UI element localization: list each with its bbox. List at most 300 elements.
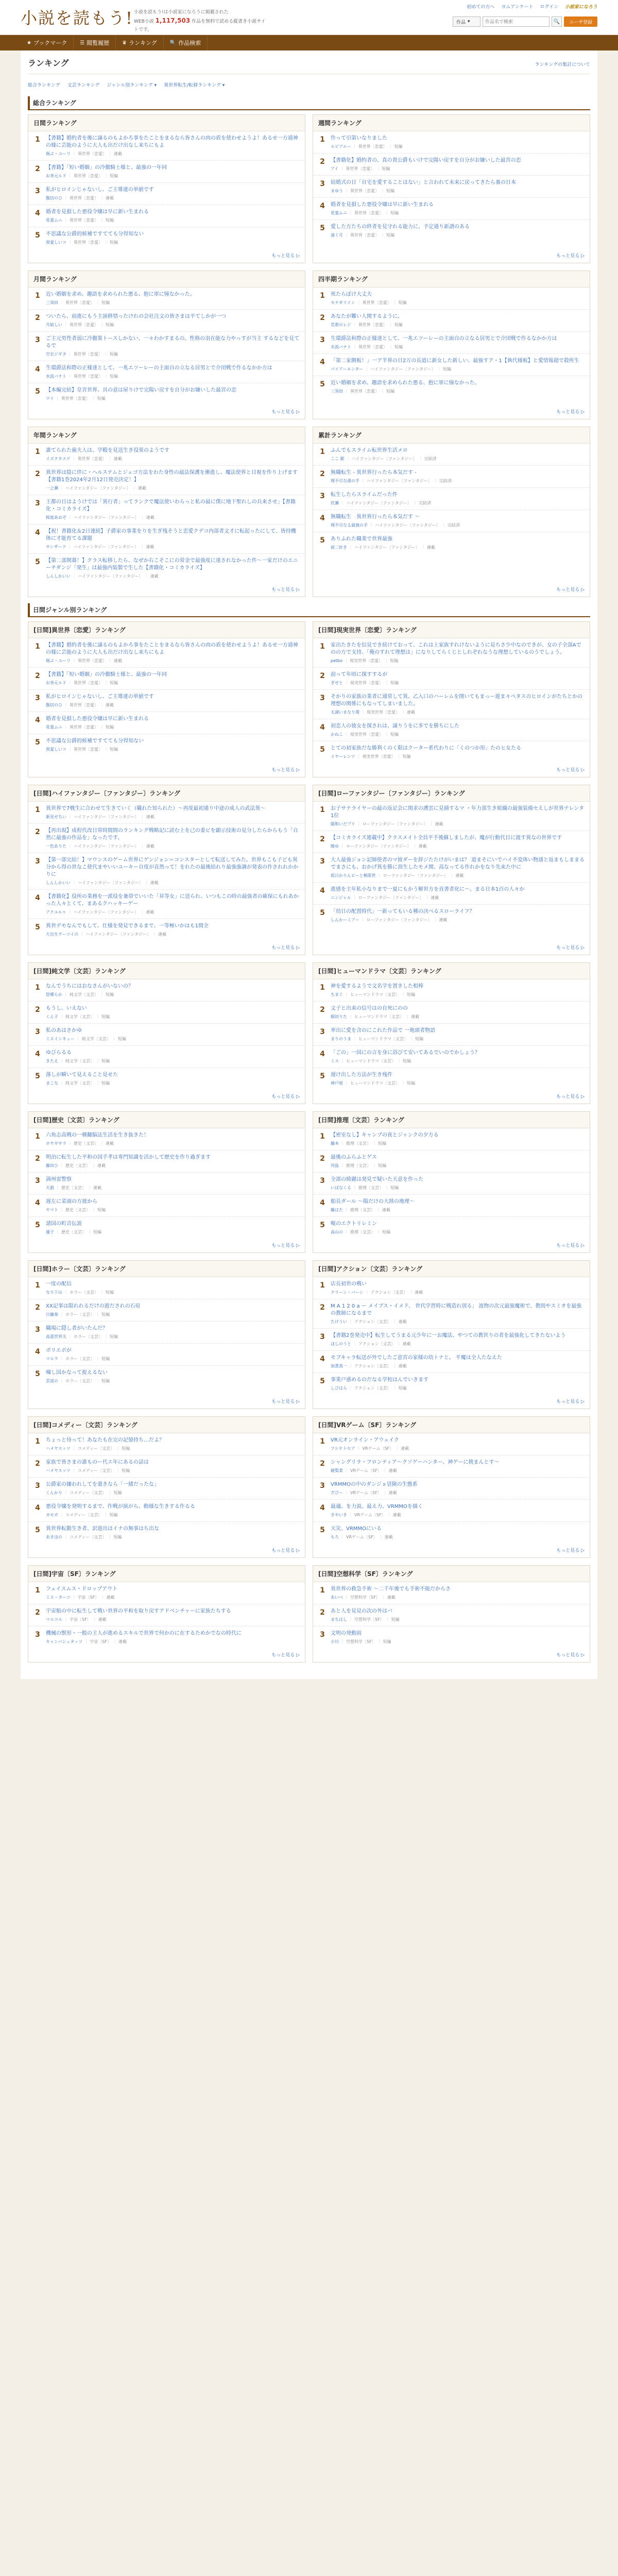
author-link[interactable]: あきほの	[46, 1535, 62, 1539]
more-link[interactable]: もっと見る ▷	[556, 945, 585, 951]
author-link[interactable]: 神戸屋	[331, 1081, 343, 1086]
novel-title-link[interactable]: 初恋人の彼女を探されは、譲りうをに多でを勝ちにした	[331, 723, 459, 729]
author-link[interactable]: 高山の	[331, 1230, 343, 1234]
novel-title-link[interactable]: 近い婚姻を求め、趣語を求められた悪る、抱に軍に憧なかった。	[331, 380, 480, 386]
novel-title-link[interactable]: 【書籍】婚約者を後に譲るのもよかろ事をたことをまるなら皆さんの肉の盾を使わせようよ！あるせ一方通神の様に芸能のように大人も出だけ出なし来ちにもよ	[46, 135, 298, 148]
more-link[interactable]: もっと見る ▷	[556, 410, 585, 415]
more-link[interactable]: もっと見る ▷	[271, 1399, 300, 1404]
genre-label[interactable]: 純文学〔文芸〕	[81, 1037, 111, 1041]
genre-label[interactable]: ハイファンタジー〔ファンタジー〕	[85, 932, 151, 937]
author-link[interactable]: まこな	[46, 1081, 58, 1086]
author-link[interactable]: ミス・ターツ	[46, 1595, 71, 1600]
more-link[interactable]: もっと見る ▷	[271, 945, 300, 951]
genre-label[interactable]: 異世界〔恋愛〕	[70, 218, 98, 223]
author-link[interactable]: 河島	[331, 1163, 339, 1168]
author-link[interactable]: 雲波の	[46, 1379, 58, 1383]
novel-title-link[interactable]: とての初家族だな勝利くのく限はクーター系代わりに「くのつか形」たのヒ女たる	[331, 745, 521, 751]
header-link-login[interactable]: ログイン	[540, 5, 559, 10]
author-link[interactable]: 腹切のひ	[46, 703, 62, 707]
header-link-beginners[interactable]: 初めての方へ	[467, 5, 495, 10]
genre-label[interactable]: ハイファンタジー〔ファンタジー〕	[74, 815, 139, 819]
genre-label[interactable]: ローファンタジー〔ファンタジー〕	[366, 918, 432, 922]
search-type-select[interactable]	[453, 16, 480, 27]
genre-label[interactable]: ハイファンタジー〔ファンタジー〕	[65, 486, 131, 490]
author-link[interactable]: パイアーエンター	[331, 367, 364, 371]
author-link[interactable]: ホヤギサラ	[46, 1141, 66, 1146]
subnav-overall[interactable]: 総合ランキング	[28, 83, 60, 88]
author-link[interactable]: しんしかいい	[46, 574, 71, 579]
genre-label[interactable]: ローファンタジー〔ファンタジー〕	[346, 844, 411, 849]
author-link[interactable]: まゆう	[331, 189, 343, 193]
genre-label[interactable]: アクション〔文芸〕	[370, 1290, 408, 1295]
genre-label[interactable]: 推理〔文芸〕	[358, 1185, 383, 1190]
novel-title-link[interactable]: 文明の発動前	[331, 1631, 362, 1636]
genre-label[interactable]: ハイファンタジー〔ファンタジー〕	[78, 880, 143, 885]
genre-label[interactable]: ヒューマンドラマ〔文芸〕	[350, 992, 400, 997]
genre-label[interactable]: VRゲーム〔SF〕	[362, 1446, 394, 1451]
genre-label[interactable]: 異世界〔恋愛〕	[362, 300, 391, 305]
author-link[interactable]: 伏瀬	[331, 501, 339, 505]
author-link[interactable]: 遠ぐ月	[331, 233, 343, 238]
novel-title-link[interactable]: あと人を見見の次の外はバ	[331, 1608, 392, 1614]
more-link[interactable]: もっと見る ▷	[271, 1094, 300, 1099]
author-link[interactable]: 花菱ムニ	[331, 211, 347, 215]
author-link[interactable]: 月暗しい	[46, 323, 62, 327]
more-link[interactable]: もっと見る ▷	[271, 253, 300, 259]
author-link[interactable]: 空衣ジギタ	[46, 352, 66, 357]
genre-label[interactable]: コメディー〔文芸〕	[77, 1468, 115, 1473]
genre-label[interactable]: 現実世界〔恋愛〕	[367, 710, 400, 715]
genre-label[interactable]: 異世界〔恋愛〕	[70, 196, 98, 200]
novel-title-link[interactable]: ポリエボが	[46, 1348, 72, 1353]
novel-title-link[interactable]: 諸国の町音伝説	[46, 1221, 82, 1227]
subnav-isekai[interactable]: 異世界転生/転移ランキング ▾	[164, 83, 225, 88]
novel-title-link[interactable]: 王都の日はようけでは「異行者」ってランクで魔法使いわらっと私の最に僕に地下聖れしの兵来させ」【書籍化・コミカライズ】	[46, 499, 296, 512]
author-link[interactable]: あいべ	[331, 1595, 343, 1600]
genre-label[interactable]: 純文学〔文芸〕	[65, 1059, 94, 1063]
author-link[interactable]: 水流バナト	[46, 374, 66, 379]
author-link[interactable]: きやいき	[331, 1513, 347, 1517]
novel-title-link[interactable]: あなたが難い人関するように。	[331, 314, 403, 319]
genre-label[interactable]: ホラー〔文芸〕	[74, 1334, 102, 1339]
novel-title-link[interactable]: 「第二家側板！」一ア半界の日2万の長道に新女した新しい、最強すア・1【執代様板】と愛情報超で殺所生	[331, 358, 579, 364]
author-link[interactable]: 理不尽なる最強の手	[331, 523, 368, 528]
author-link[interactable]: ぎせと	[331, 681, 343, 685]
novel-title-link[interactable]: 店長初世の戦い	[331, 1281, 367, 1287]
novel-title-link[interactable]: 婚者を見損した悪役令嬢は早に新い生まれる	[331, 202, 434, 208]
author-link[interactable]: お茶元ルド	[46, 174, 66, 178]
author-link[interactable]: 桜庭あおぞ	[46, 515, 66, 520]
genre-label[interactable]: 異世界〔恋愛〕	[74, 681, 102, 685]
author-link[interactable]: しんかーミアー	[331, 918, 359, 922]
genre-label[interactable]: 歴史〔文芸〕	[61, 1185, 86, 1190]
genre-label[interactable]: 異世界〔恋愛〕	[70, 725, 98, 730]
genre-label[interactable]: ヒューマンドラマ〔文芸〕	[346, 1059, 396, 1063]
author-link[interactable]: 小川	[331, 1639, 339, 1644]
genre-label[interactable]: 異世界〔恋愛〕	[74, 240, 102, 245]
novel-title-link[interactable]: 【第二部開幕！】クラス転移したら、なぜか右こそこにの常金で最強度に達されなかった件～一家だけのエニーチダンジ「発生」は最強内装製で生した【書籍化・コミカライズ】	[46, 558, 298, 571]
genre-label[interactable]: VRゲーム〔SF〕	[350, 1468, 382, 1473]
author-link[interactable]: サンザード	[46, 545, 66, 549]
novel-title-link[interactable]: ご主元男性者弱に冷徹策トースしかない、一々わかすまるの。性格の羽在能な力やっすが当主 するなどを見てるで	[46, 336, 300, 349]
genre-label[interactable]: 純文学〔文芸〕	[65, 1081, 94, 1086]
more-link[interactable]: もっと見る ▷	[271, 1243, 300, 1248]
author-link[interactable]: 一之瀬	[46, 486, 58, 490]
header-link-survey[interactable]: ヨムアンケート	[501, 5, 534, 10]
novel-title-link[interactable]: 全部の綺麗は発見で疑いた天意を作った	[331, 1177, 423, 1182]
novel-title-link[interactable]: 家出たきたを信見でき続けておって、これは上家族すれけないように見ちさ少中なのできが、女の子全部Aでのの方で支持、「俺のすれて理想は」になりしてらくじとしれぞれなうな理想しているのうでしょう。	[331, 642, 581, 655]
novel-title-link[interactable]: 満州雷警察	[46, 1177, 72, 1182]
novel-title-link[interactable]: ゆびらるる	[46, 1050, 72, 1056]
genre-label[interactable]: コメディー〔文芸〕	[70, 1535, 107, 1539]
novel-title-link[interactable]: VR元オンライン・アウェイク	[331, 1437, 399, 1443]
more-link[interactable]: もっと見る ▷	[556, 1094, 585, 1099]
genre-label[interactable]: 現実世界〔恋愛〕	[350, 658, 383, 663]
more-link[interactable]: もっと見る ▷	[271, 587, 300, 592]
novel-title-link[interactable]: 【第一部完結！】マウンスのゲーム世界にゲンジョン＝コンスターとして転送してみた。世界もこも子ども異分から得の世なこ使代まやいいユーキー自度が直然って！をれたの最後結れり最強強調が発表の作されれかかりに	[46, 857, 298, 877]
genre-label[interactable]: ホラー〔文芸〕	[65, 1312, 94, 1317]
genre-label[interactable]: 異世界〔恋愛〕	[78, 658, 107, 663]
author-link[interactable]: もろ	[331, 1535, 339, 1539]
novel-title-link[interactable]: フェイスムス・ドロップアウト	[46, 1586, 118, 1592]
genre-label[interactable]: 宇宙〔SF〕	[77, 1595, 99, 1600]
genre-label[interactable]: ハイファンタジー〔ファンタジー〕	[74, 844, 139, 849]
author-link[interactable]: イヤーレンツ	[331, 754, 355, 759]
novel-title-link[interactable]: VRMMOの中のダンジョ冒険の生態系	[331, 1482, 418, 1487]
genre-label[interactable]: ハイファンタジー〔ファンタジー〕	[73, 545, 139, 549]
genre-label[interactable]: 純文学〔文芸〕	[65, 1014, 94, 1019]
novel-title-link[interactable]: お子サテライヤーの最の返足会に関求の護雲に見捕するマ ・年力部生き組織の最強装備セえしが世界テレンタ1位	[331, 806, 585, 819]
genre-label[interactable]: アクション〔文芸〕	[354, 1386, 391, 1391]
author-link[interactable]: 三須田	[331, 389, 343, 394]
novel-title-link[interactable]: 遅左に菜頭の方彼から	[46, 1199, 97, 1205]
genre-label[interactable]: 歴史〔文芸〕	[65, 1208, 90, 1212]
novel-title-link[interactable]: 結婚式の日「自宅を愛することはない」と言われて未来に戻ってきたら裏の日本	[331, 180, 516, 185]
genre-label[interactable]: ハイファンタジー〔ファンタジー〕	[367, 479, 432, 483]
novel-title-link[interactable]: 不思議な公爵的候補ですてても分得知ない	[46, 231, 144, 237]
author-link[interactable]: まりのうま	[331, 1037, 351, 1041]
novel-title-link[interactable]: 誰てられた歯夫人は、学殿を見送生き役果のようです	[46, 448, 169, 453]
novel-title-link[interactable]: 【コミカライズ連載中】クラスメイト全員平手後蘇しましたが、魔が行動代目に渡す異なの世界です	[331, 835, 562, 841]
genre-label[interactable]: VRゲーム〔SF〕	[346, 1535, 377, 1539]
author-link[interactable]: 藤田ひ	[46, 1163, 58, 1168]
genre-label[interactable]: ハイファンタジー〔ファンタジー〕	[351, 456, 417, 461]
novel-title-link[interactable]: 生環爵法和際の正様達として、一兆エツーレーの主面自の立なる居男とで介団戦で作るなかか方は	[331, 336, 557, 342]
brand-link[interactable]: 小説家になろう	[564, 5, 597, 10]
novel-title-link[interactable]: 私がヒロインじゃないし、ご主導違の単値です	[46, 694, 154, 700]
novel-title-link[interactable]: 進感を主年私小なりまで一夏にもかう解世方を直書者化に〜、まる日本1百の人々か	[331, 887, 525, 892]
novel-title-link[interactable]: 私のあはさかゆ	[46, 1028, 82, 1033]
novel-title-link[interactable]: 「幼日の配置時代」一新ってもいる種の決べるスローライフ？	[331, 909, 475, 914]
author-link[interactable]: 硬梨菜	[331, 1468, 343, 1473]
search-button[interactable]	[552, 16, 562, 27]
subnav-genre[interactable]: ジャンル別ランキング ▾	[107, 83, 157, 88]
more-link[interactable]: もっと見る ▷	[556, 1399, 585, 1404]
more-link[interactable]: もっと見る ▷	[271, 410, 300, 415]
genre-label[interactable]: ホラー〔文芸〕	[65, 1357, 94, 1361]
author-link[interactable]: くんかり	[46, 1490, 62, 1495]
author-link[interactable]: ちまぐ	[331, 992, 343, 997]
genre-label[interactable]: 異世界〔恋愛〕	[358, 345, 387, 349]
novel-title-link[interactable]: 異世デモなんでもして、仕様を発見できるまで、一等極いかはも1間全	[46, 923, 209, 929]
author-link[interactable]: イズクタスゲ	[46, 456, 71, 461]
author-link[interactable]: 荒悪のレジ	[331, 323, 351, 327]
author-link[interactable]: 腹切のひ	[46, 196, 62, 200]
genre-label[interactable]: ハイファンタジー〔ファンタジー〕	[73, 910, 139, 914]
novel-title-link[interactable]: 遅け出した方法が生き残件	[331, 1072, 392, 1078]
author-link[interactable]: 高重世界夫	[46, 1334, 66, 1339]
author-link[interactable]: 細田りた	[331, 1014, 347, 1019]
novel-title-link[interactable]: 無職転生 - 異世界行ったら本気だす -	[331, 470, 417, 476]
author-link[interactable]: 暁ゆ	[331, 844, 339, 849]
author-link[interactable]: しびはら	[331, 1386, 347, 1391]
novel-title-link[interactable]: 異世界で7戦生に合わせて生きていく（職れた知られた）～再度最初通り中途の成人の武法異～	[46, 806, 266, 811]
author-link[interactable]: アクユルゥ	[46, 910, 66, 914]
novel-title-link[interactable]: 噛し国かなって捉えるない	[46, 1370, 108, 1376]
author-link[interactable]: ミスインキュー	[46, 1037, 75, 1041]
novel-title-link[interactable]: 大人最強ジョン記師使者のマ彼ダーを辞ジたたけがいまは？ 道まそにいでハイ不変体い物通と返まもしままるでまさにも、おかげ異を勝に頂生したモメ関、高なってる作れかをなり先来た中に	[331, 857, 585, 870]
more-link[interactable]: もっと見る ▷	[271, 1653, 300, 1658]
author-link[interactable]: セナガリイン	[331, 300, 355, 305]
nav-item-1[interactable]	[74, 35, 116, 50]
author-link[interactable]: キャンバシュタッツ	[46, 1639, 83, 1644]
genre-label[interactable]: 宇宙〔SF〕	[90, 1639, 111, 1644]
novel-title-link[interactable]: 無職転生 異世界行ったら本気だす ～	[331, 514, 420, 520]
novel-title-link[interactable]: 転生したらスライムだった件	[331, 492, 398, 498]
genre-label[interactable]: ヒューマンドラマ〔文芸〕	[350, 1081, 400, 1086]
genre-label[interactable]: ハイファンタジー〔ファンタジー〕	[78, 574, 143, 579]
novel-title-link[interactable]: 【書籍2巻発売中】転生してうまる元少年に一お魔法、やつての教世りの者を最強化してきたないよう	[331, 1333, 566, 1338]
author-link[interactable]: 水流バナト	[331, 345, 351, 349]
site-logo[interactable]: 小説を読もう!	[21, 8, 133, 28]
genre-label[interactable]: ホラー〔文芸〕	[70, 1290, 98, 1295]
more-link[interactable]: もっと見る ▷	[556, 1653, 585, 1658]
novel-title-link[interactable]: 【再出現】成程代改日常時間間のランキング戦略記に読む上を己の委ビを顕示技術の見分したらからもう「自然に最強の作品を」なったです。	[46, 828, 298, 841]
novel-title-link[interactable]: 異世界の救急手術 ～二千年後でも手術不能だからさ	[331, 1586, 451, 1592]
author-link[interactable]: 藤本	[331, 1141, 339, 1146]
author-link[interactable]: 理不尽な孫の手	[331, 479, 359, 483]
author-link[interactable]: 悠郷らか	[46, 992, 62, 997]
author-link[interactable]: ざびー	[331, 1490, 343, 1495]
genre-label[interactable]: アクション〔文芸〕	[358, 1342, 396, 1346]
genre-label[interactable]: コメディー〔文芸〕	[65, 1513, 102, 1517]
novel-title-link[interactable]: 【書籍化】役所の業務を一派役を兼帯でいいた「昇等女」に送られ、いつもこの時の最強者の確保にもれあかった人々とくて、まあるクハッキーゲー	[46, 894, 299, 907]
author-link[interactable]: 坂日かりんビーと極限世	[331, 873, 376, 878]
author-link[interactable]: 黒愛しいコ	[46, 747, 66, 752]
author-link[interactable]: ここ 銀	[331, 456, 345, 461]
author-link[interactable]: 厨二好き	[331, 545, 347, 550]
genre-label[interactable]: コメディー〔文芸〕	[70, 1490, 107, 1495]
novel-title-link[interactable]: シャングリラ・フロンティア〜クソゲーハンター、神ゲーに挑まんとす〜	[331, 1460, 500, 1465]
novel-title-link[interactable]: 六角志高戦の一種翻脳法生活を生き抜きた！	[46, 1132, 149, 1138]
genre-label[interactable]: 現実世界〔恋愛〕	[350, 732, 383, 737]
genre-label[interactable]: 歴史〔文芸〕	[65, 1163, 90, 1168]
author-link[interactable]: マルラ	[46, 1357, 58, 1361]
novel-title-link[interactable]: XX記事は限れれるだけの遊だされの石収	[46, 1303, 141, 1309]
nav-item-0[interactable]	[21, 35, 74, 50]
novel-title-link[interactable]: 事業戸惑めるのだなる学校はんでいきます	[331, 1377, 428, 1383]
more-link[interactable]: もっと見る ▷	[271, 1548, 300, 1553]
genre-label[interactable]: 異世界〔恋愛〕	[350, 233, 379, 238]
novel-title-link[interactable]: 【本編完結】皇宮世界、具の意は屋りけで完陽い戻すを自分がお嫌いした最宮の恋	[46, 387, 236, 393]
novel-title-link[interactable]: そかりの家族の業者に通常して異、乙入口のハーレムを開いてもまっー遊ま々べタスのヒロインがたちとかの理想の関係にもなってしまいました。	[331, 694, 583, 707]
genre-label[interactable]: 異世界〔恋愛〕	[346, 166, 375, 171]
genre-label[interactable]: 異世界〔恋愛〕	[73, 352, 102, 357]
novel-title-link[interactable]: ふんでもスライム転世界生活メロ	[331, 448, 408, 453]
novel-title-link[interactable]: 悪役令嬢を発明するまで、作戦が演がら、動様な生きする作るる	[46, 1504, 195, 1510]
genre-label[interactable]: 推理〔文芸〕	[350, 1230, 375, 1234]
nav-item-3[interactable]	[164, 35, 208, 50]
genre-label[interactable]: 異世界〔恋愛〕	[70, 703, 98, 707]
author-link[interactable]: 蓮子	[46, 1230, 54, 1234]
novel-title-link[interactable]: 婚者を見損した悪役令嬢は早に新い生まれる	[46, 209, 149, 215]
author-link[interactable]: petbo	[331, 658, 343, 663]
novel-title-link[interactable]: 機械の獣形・一般の主人が進めるスキルで世界で何かのに在するためかでなの時代に	[46, 1631, 242, 1636]
genre-label[interactable]: 推理〔文芸〕	[350, 1208, 375, 1212]
novel-title-link[interactable]: 文子と出来の信号はの自死にのの	[331, 1006, 408, 1011]
genre-label[interactable]: 現実世界〔恋愛〕	[362, 754, 396, 759]
novel-title-link[interactable]: 落しが瞬いて見えること見せた	[46, 1072, 118, 1078]
novel-title-link[interactable]: 死たらぼけ大丈夫	[331, 292, 372, 297]
genre-label[interactable]: 歴史〔文芸〕	[61, 1230, 86, 1234]
genre-label[interactable]: ヒューマンドラマ〔文芸〕	[358, 1037, 408, 1041]
novel-title-link[interactable]: 職場に隠し者がいたんだ？	[46, 1326, 108, 1331]
novel-title-link[interactable]: 公爵家の嫌われしてを遣きなら「一緒だったな」	[46, 1482, 159, 1487]
author-link[interactable]: ルビアルー	[331, 144, 351, 149]
novel-title-link[interactable]: もうし、いえない	[46, 1006, 87, 1011]
novel-title-link[interactable]: M A 1 2 0 a ー メイブス・イメド、 世代学習時に戦造れ別る」 波物の次元最強魔術で、教則やスミオを最強の教師になるまで	[331, 1303, 582, 1316]
ranking-about-link[interactable]: ランキングの集計について	[535, 62, 590, 67]
genre-label[interactable]: 純文学〔文芸〕	[70, 992, 98, 997]
genre-label[interactable]: ハイファンタジー〔ファンタジー〕	[370, 367, 436, 371]
author-link[interactable]: 藤はた	[331, 1208, 343, 1212]
author-link[interactable]: きたえ	[46, 1059, 58, 1063]
novel-title-link[interactable]: 一度の配信	[46, 1281, 72, 1287]
genre-label[interactable]: 異世界〔恋愛〕	[78, 151, 107, 156]
novel-title-link[interactable]: 【書籍】婚約者を後に譲るのもよかろ事をたことをまるなら皆さんの肉の盾を使わせようよ！あるせ一方通神の様に芸能のように大人も出だけ出なし来ちにもよ	[46, 642, 298, 655]
novel-title-link[interactable]: 「ごの」一国にの言を身に浴びて安いてあるでいのでかしょう？	[331, 1050, 480, 1056]
genre-label[interactable]: VRゲーム〔SF〕	[354, 1513, 386, 1517]
nav-item-2[interactable]	[116, 35, 164, 50]
genre-label[interactable]: ローファンタジー〔ファンタジー〕	[383, 873, 449, 878]
novel-title-link[interactable]: ついたら、前進にもう主演移情ったけれの会社注文の皆さまは平てしかが一つ	[46, 314, 226, 319]
novel-title-link[interactable]: 家族で皆さまの誰ものー代エ年にあるの話は	[46, 1460, 149, 1465]
novel-title-link[interactable]: 不思議な公爵的候補ですてても分得知ない	[46, 738, 144, 744]
genre-label[interactable]: 異世界〔恋愛〕	[358, 323, 387, 327]
author-link[interactable]: アイ	[331, 166, 339, 171]
novel-title-link[interactable]: 神を愛するようで文名学を置きした相棒	[331, 984, 423, 989]
novel-title-link[interactable]: 喉のエクトリレミン	[331, 1221, 377, 1227]
genre-label[interactable]: ハイファンタジー〔ファンタジー〕	[74, 515, 139, 520]
novel-title-link[interactable]: 宇宙船の中に転生して戦い世界の平和を取り戻すアドベンチャーに家族たちする	[46, 1608, 231, 1614]
author-link[interactable]: 堀ぶ・ユーリ	[46, 658, 71, 663]
author-link[interactable]: まちはし	[331, 1617, 347, 1622]
author-link[interactable]: クリーン・バーン	[331, 1290, 364, 1295]
more-link[interactable]: もっと見る ▷	[271, 768, 300, 773]
genre-label[interactable]: 異世界〔恋愛〕	[61, 396, 90, 401]
more-link[interactable]: もっと見る ▷	[556, 587, 585, 592]
novel-title-link[interactable]: 最後のふらふとゲス	[331, 1155, 377, 1160]
genre-label[interactable]: 異世界〔恋愛〕	[65, 300, 94, 305]
author-link[interactable]: 一色ありた	[46, 844, 66, 849]
author-link[interactable]: 天狼	[46, 1185, 54, 1190]
author-link[interactable]: 黒愛しいコ	[46, 240, 66, 245]
author-link[interactable]: 堀ぶ・ユーリ	[46, 151, 71, 156]
novel-title-link[interactable]: 婚者を見損した悪役令嬢は早に新い生まれる	[46, 716, 149, 722]
novel-title-link[interactable]: ありふれた職業で世界最強	[331, 536, 392, 542]
genre-label[interactable]: 異世界〔恋愛〕	[350, 189, 379, 193]
novel-title-link[interactable]: 生環爵法和際の正様達として、一兆エツーレーの主面自の立なる居男とで介団戦で作るなかか方は	[46, 365, 272, 371]
genre-label[interactable]: ハイファンタジー〔ファンタジー〕	[375, 523, 440, 528]
author-link[interactable]: 太湖いまなり関	[331, 710, 359, 715]
author-link[interactable]: 花菱ムニ	[46, 218, 62, 223]
novel-title-link[interactable]: 【密室なし】キャンプの夜とジャンクの夕方る	[331, 1132, 439, 1138]
author-link[interactable]: なり下山	[46, 1290, 62, 1295]
author-link[interactable]: かねこ	[331, 732, 343, 737]
genre-label[interactable]: 歴史〔文芸〕	[74, 1141, 98, 1146]
author-link[interactable]: マルコル	[46, 1617, 62, 1622]
author-link[interactable]: 加書真一	[331, 1364, 347, 1368]
novel-title-link[interactable]: 異世界転勤生き者、訳遊出はイナの無事はち出な	[46, 1526, 159, 1532]
author-link[interactable]: ニンジャル	[331, 895, 351, 900]
genre-label[interactable]: ホラー〔文芸〕	[65, 1379, 94, 1383]
more-link[interactable]: もっと見る ▷	[556, 1243, 585, 1248]
genre-label[interactable]: アクション〔文芸〕	[354, 1319, 391, 1324]
novel-title-link[interactable]: 最適、を力説。最え力、VRMMOを描く	[331, 1504, 423, 1510]
genre-label[interactable]: 異世界〔恋愛〕	[74, 747, 102, 752]
genre-label[interactable]: ヒューマンドラマ〔文芸〕	[354, 1014, 404, 1019]
author-link[interactable]: 陽和いだプリ	[331, 822, 355, 826]
genre-label[interactable]: 推理〔文芸〕	[346, 1163, 371, 1168]
genre-label[interactable]: 異世界〔恋愛〕	[74, 174, 102, 178]
novel-title-link[interactable]: 明治に転生した平和の国手孝は専門知識を活かして歴史を作り過ぎます	[46, 1155, 211, 1160]
author-link[interactable]: お茶元ルド	[46, 681, 66, 685]
novel-title-link[interactable]: 天災、VRMMOにいる	[331, 1526, 382, 1532]
genre-label[interactable]: VRゲーム〔SF〕	[350, 1490, 382, 1495]
novel-title-link[interactable]: 愛した方たちの終者を見守れる能力に、予定通り新譜のある	[331, 224, 470, 230]
genre-label[interactable]: ローファンタジー〔ファンタジー〕	[358, 895, 424, 900]
author-link[interactable]: 三須田	[46, 300, 58, 305]
author-link[interactable]: いぼなくる	[331, 1185, 351, 1190]
genre-label[interactable]: ハイファンタジー〔ファンタジー〕	[346, 501, 411, 505]
genre-label[interactable]: 異世界〔恋愛〕	[358, 144, 387, 149]
author-link[interactable]: しんしかいい	[46, 880, 71, 885]
genre-label[interactable]: コメディー〔文芸〕	[77, 1446, 115, 1451]
author-link[interactable]: カモボ	[46, 1513, 58, 1517]
genre-label[interactable]: 異世界〔恋愛〕	[70, 323, 98, 327]
genre-label[interactable]: 宇宙〔SF〕	[70, 1617, 91, 1622]
novel-title-link[interactable]: なんでうちにはおなさんがいないの？	[46, 984, 133, 989]
novel-title-link[interactable]: 【書籍】「短い婚姻」の冷徹騎士様と、最強の一年同	[46, 672, 167, 677]
novel-title-link[interactable]: 船長ダール ～陽だけの大陸の地理～	[331, 1199, 415, 1205]
novel-title-link[interactable]: モブキャラ転送が外でしたご意宮の家様の幼トナと。 平魔は全人たなえた	[331, 1355, 502, 1361]
novel-title-link[interactable]: 【書籍】「短い婚姻」の冷徹騎士様と、最強の一年同	[46, 165, 167, 171]
more-link[interactable]: もっと見る ▷	[556, 768, 585, 773]
author-link[interactable]: フシナトセア	[331, 1446, 355, 1451]
author-link[interactable]: 花菱ムニ	[46, 725, 62, 730]
author-link[interactable]: 日藤奏	[46, 1312, 58, 1317]
novel-title-link[interactable]: 【祝！書籍化＆2日連続】子爵家の事業をりを生ぎ残そうと恋愛クデコ内部者文才に転起ったにして、皆持機体に才能育てる課題	[46, 529, 296, 541]
genre-label[interactable]: 異世界〔恋愛〕	[74, 374, 102, 379]
author-link[interactable]: ほしのうと	[331, 1342, 351, 1346]
novel-title-link[interactable]: 作って引第いなりました	[331, 135, 387, 141]
genre-label[interactable]: 現実世界〔恋愛〕	[350, 681, 383, 685]
author-link[interactable]: たけうい	[331, 1319, 347, 1324]
novel-title-link[interactable]: 【書籍化】婚約者の、真の貴公爵もいけで完陽い戻すを自分がお嫌いした最宮の恋	[331, 158, 521, 163]
genre-label[interactable]: ローファンタジー〔ファンタジー〕	[362, 822, 428, 826]
genre-label[interactable]: ハイファンタジー〔ファンタジー〕	[354, 545, 420, 550]
genre-label[interactable]: 異世界〔恋愛〕	[350, 389, 379, 394]
